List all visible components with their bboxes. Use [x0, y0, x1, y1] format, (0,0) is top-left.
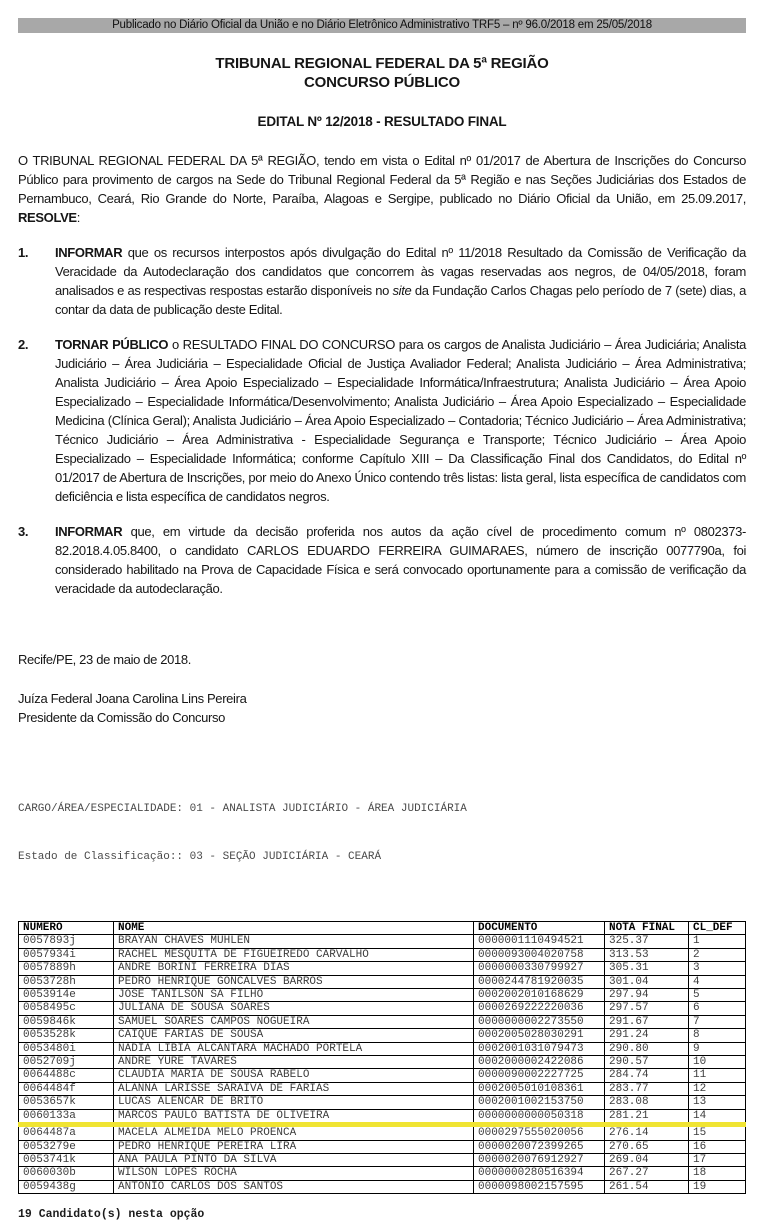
classification-line-1: CARGO/ÁREA/ESPECIALIDADE: 01 - ANALISTA JUDICIÁRIO - ÁREA JUDICIÁRIA: [18, 803, 467, 815]
table-row: [19, 1029, 746, 1042]
cell-numero: 0059846k: [19, 1015, 114, 1028]
cell-numero: 0060030b: [19, 1167, 114, 1180]
cell-cl-def: 11: [689, 1069, 746, 1082]
intro-resolve: RESOLVE: [18, 210, 77, 225]
title-line-2: CONCURSO PÚBLICO: [304, 74, 460, 91]
cell-documento: 0000020076912927: [474, 1153, 605, 1166]
table-row: [19, 1002, 746, 1015]
cell-nota-final: 283.08: [605, 1096, 689, 1109]
cell-documento: 0002005028030291: [474, 1029, 605, 1042]
cell-nota-final: 291.67: [605, 1015, 689, 1028]
cell-cl-def: 17: [689, 1153, 746, 1166]
cell-cl-def: 18: [689, 1167, 746, 1180]
cell-documento: 0000000280516394: [474, 1167, 605, 1180]
item-2-lead: TORNAR PÚBLICO: [55, 337, 169, 352]
cell-nota-final: 269.04: [605, 1153, 689, 1166]
cell-documento: 0000269222220036: [474, 1002, 605, 1015]
cell-numero: 0053914e: [19, 989, 114, 1002]
edital-subtitle: EDITAL Nº 12/2018 - RESULTADO FINAL: [257, 114, 507, 129]
item-2-number: 2.: [18, 337, 29, 352]
cell-cl-def: 16: [689, 1140, 746, 1153]
cell-documento: 0002005010108361: [474, 1082, 605, 1095]
table-row: [19, 975, 746, 988]
cell-numero: 0053741k: [19, 1153, 114, 1166]
cell-nota-final: 291.24: [605, 1029, 689, 1042]
cell-numero: 0060133a: [19, 1109, 114, 1124]
table-row: [19, 1069, 746, 1082]
cell-nota-final: 281.21: [605, 1109, 689, 1124]
header-cl-def: CL_DEF: [689, 922, 746, 935]
cell-numero: 0057934i: [19, 948, 114, 961]
table-row: [19, 935, 746, 948]
intro-colon: :: [76, 210, 80, 225]
cell-nome: ANTONIO CARLOS DOS SANTOS: [114, 1180, 474, 1193]
cell-documento: 0000297555020056: [474, 1125, 605, 1140]
cell-nota-final: 301.04: [605, 975, 689, 988]
cell-numero: 0052709j: [19, 1056, 114, 1069]
table-row: [19, 1056, 746, 1069]
header-nome: NOME: [114, 922, 474, 935]
cell-nota-final: 283.77: [605, 1082, 689, 1095]
cell-cl-def: 19: [689, 1180, 746, 1193]
cell-cl-def: 15: [689, 1125, 746, 1140]
cell-documento: 0000000000050318: [474, 1109, 605, 1124]
header-nota-final: NOTA FINAL: [605, 922, 689, 935]
cell-nome: WILSON LOPES ROCHA: [114, 1167, 474, 1180]
cell-cl-def: 8: [689, 1029, 746, 1042]
header-documento: DOCUMENTO: [474, 922, 605, 935]
cell-nota-final: 284.74: [605, 1069, 689, 1082]
item-1-body-a: que os recursos interpostos após divulgação do Edital nº 11/2018 Resultado da Comissão de Verificação da Veracidade da Autodeclaração dos candidatos que concorrem às vagas reservadas aos negros, de 04/05/2018, foram analisados e as respectivas respostas estarão disponíveis no: [55, 245, 746, 298]
cell-numero: 0064484f: [19, 1082, 114, 1095]
cell-cl-def: 9: [689, 1042, 746, 1055]
cell-nota-final: 290.57: [605, 1056, 689, 1069]
cell-documento: 0002002010168629: [474, 989, 605, 1002]
table-row: [19, 1153, 746, 1166]
publication-banner-text: Publicado no Diário Oficial da União e no Diário Eletrônico Administrativo TRF5 – nº 96.0/2018 em 25/05/2018: [112, 19, 652, 31]
item-2: [18, 335, 746, 506]
cell-documento: 0000020072399265: [474, 1140, 605, 1153]
results-table: [18, 921, 746, 1194]
cell-cl-def: 4: [689, 975, 746, 988]
item-2-text: [55, 335, 746, 506]
cell-cl-def: 12: [689, 1082, 746, 1095]
classification-header: [18, 769, 746, 897]
table-row: [19, 1180, 746, 1193]
cell-nome: NADIA LIBIA ALCANTARA MACHADO PORTELA: [114, 1042, 474, 1055]
cell-nota-final: 305.31: [605, 962, 689, 975]
cell-documento: 0000093004020758: [474, 948, 605, 961]
cell-nome: SAMUEL SOARES CAMPOS NOGUEIRA: [114, 1015, 474, 1028]
cell-cl-def: 14: [689, 1109, 746, 1124]
cell-documento: 0000244781920035: [474, 975, 605, 988]
title-line-1: TRIBUNAL REGIONAL FEDERAL DA 5ª REGIÃO: [215, 55, 549, 72]
table-row: [19, 1042, 746, 1055]
cell-numero: 0064487a: [19, 1125, 114, 1140]
item-1-body-b: da Fundação Carlos Chagas pelo período de 7 (sete) dias, a contar da data de publicação deste Edital.: [55, 283, 746, 317]
table-row: [19, 1082, 746, 1095]
table-row: [19, 1140, 746, 1153]
classification-line-2: Estado de Classificação:: 03 - SEÇÃO JUDICIÁRIA - CEARÁ: [18, 851, 382, 863]
item-1-lead: INFORMAR: [55, 245, 123, 260]
cell-nome: ANA PAULA PINTO DA SILVA: [114, 1153, 474, 1166]
cell-nome: PEDRO HENRIQUE PEREIRA LIRA: [114, 1140, 474, 1153]
cell-nota-final: 261.54: [605, 1180, 689, 1193]
document-title: [18, 54, 746, 92]
table-row: [19, 989, 746, 1002]
cell-documento: 0000090002227725: [474, 1069, 605, 1082]
header-numero: NÚMERO: [19, 922, 114, 935]
cell-cl-def: 2: [689, 948, 746, 961]
candidate-count-note: 19 Candidato(s) nesta opção: [18, 1208, 205, 1221]
cell-numero: 0053657k: [19, 1096, 114, 1109]
cell-nota-final: 297.94: [605, 989, 689, 1002]
item-3: [18, 522, 746, 598]
publication-banner: [18, 18, 746, 33]
cell-nome: ALANNA LARISSE SARAIVA DE FARIAS: [114, 1082, 474, 1095]
cell-cl-def: 3: [689, 962, 746, 975]
cell-nota-final: 313.53: [605, 948, 689, 961]
table-row: [19, 1096, 746, 1109]
item-3-text: [55, 522, 746, 598]
cell-nome: MARCOS PAULO BATISTA DE OLIVEIRA: [114, 1109, 474, 1124]
cell-documento: 0000000330799927: [474, 962, 605, 975]
cell-nota-final: 276.14: [605, 1125, 689, 1140]
table-row: [19, 1167, 746, 1180]
item-1: [18, 243, 746, 319]
intro-paragraph: [18, 151, 746, 227]
cell-nota-final: 270.65: [605, 1140, 689, 1153]
cell-nota-final: 267.27: [605, 1167, 689, 1180]
cell-nome: CLAUDIA MARIA DE SOUSA RABELO: [114, 1069, 474, 1082]
item-1-italic: site: [392, 283, 412, 298]
cell-nome: BRAYAN CHAVES MUHLEN: [114, 935, 474, 948]
signature-role: Presidente da Comissão do Concurso: [18, 710, 226, 725]
cell-nome: CAIQUE FARIAS DE SOUSA: [114, 1029, 474, 1042]
cell-documento: 0002001002153750: [474, 1096, 605, 1109]
cell-cl-def: 10: [689, 1056, 746, 1069]
item-3-number: 3.: [18, 524, 29, 539]
table-row: [19, 962, 746, 975]
cell-documento: 0002001031079473: [474, 1042, 605, 1055]
cell-numero: 0059438g: [19, 1180, 114, 1193]
cell-nota-final: 325.37: [605, 935, 689, 948]
results-table-header-row: [19, 922, 746, 935]
cell-numero: 0057893j: [19, 935, 114, 948]
cell-numero: 0064488c: [19, 1069, 114, 1082]
cell-numero: 0057889h: [19, 962, 114, 975]
cell-documento: 0000001110494521: [474, 935, 605, 948]
cell-nome: ANDRE YURE TAVARES: [114, 1056, 474, 1069]
cell-documento: 0002000002422086: [474, 1056, 605, 1069]
table-row: [19, 948, 746, 961]
cell-numero: 0053480i: [19, 1042, 114, 1055]
signature-block: [18, 689, 746, 727]
item-1-text: [55, 243, 746, 319]
cell-cl-def: 6: [689, 1002, 746, 1015]
signature-place-date: Recife/PE, 23 de maio de 2018.: [18, 652, 192, 667]
item-3-body-a: que, em virtude da decisão proferida nos autos da ação cível de procedimento comum nº 0802373-82.2018.4.05.8400, o candidato CARLOS EDUARDO FERREIRA GUIMARAES, número de inscrição 0077790a, foi considerado habilitado na Prova de Capacidade Física e será convocado oportunamente para a comissão de verificação da veracidade da autodeclaração.: [55, 524, 746, 596]
cell-numero: 0053728h: [19, 975, 114, 988]
cell-nota-final: 290.80: [605, 1042, 689, 1055]
cell-cl-def: 5: [689, 989, 746, 1002]
table-row: [19, 1125, 746, 1140]
cell-numero: 0053279e: [19, 1140, 114, 1153]
intro-text: O TRIBUNAL REGIONAL FEDERAL DA 5ª REGIÃO, tendo em vista o Edital nº 01/2017 de Abertura de Inscrições do Concurso Público para provimento de cargos na Sede do Tribunal Regional Federal da 5ª Região e nas Seções Judiciárias dos Estados de Pernambuco, Ceará, Rio Grande do Norte, Paraíba, Alagoas e Sergipe, publicado no Diário Oficial da União, em 25.09.2017,: [18, 153, 746, 206]
cell-nota-final: 297.57: [605, 1002, 689, 1015]
cell-nome: PEDRO HENRIQUE GONCALVES BARROS: [114, 975, 474, 988]
cell-numero: 0058495c: [19, 1002, 114, 1015]
cell-cl-def: 13: [689, 1096, 746, 1109]
cell-cl-def: 7: [689, 1015, 746, 1028]
item-3-lead: INFORMAR: [55, 524, 123, 539]
cell-nome: JOSE TANILSON SA FILHO: [114, 989, 474, 1002]
cell-documento: 0000098002157595: [474, 1180, 605, 1193]
cell-nome: LUCAS ALENCAR DE BRITO: [114, 1096, 474, 1109]
cell-nome: MACELA ALMEIDA MELO PROENCA: [114, 1125, 474, 1140]
item-2-body-a: o RESULTADO FINAL DO CONCURSO para os cargos de Analista Judiciário – Área Judiciária; Analista Judiciário – Área Judiciária – Especialidade Oficial de Justiça Avaliador Federal; Analista Judiciário – Área Administrativa; Analista Judiciário – Área Apoio Especializado – Especialidade Informática/Infraestrutura; Analista Judiciário – Área Apoio Especializado – Especialidade Informática/Desenvolvimento; Analista Judiciário – Área Apoio Especializado – Especialidade Medicina (Clínica Geral); Analista Judiciário – Área Apoio Especializado – Contadoria; Técnico Judiciário – Área Administrativa; Técnico Judiciário – Área Administrativa - Especialidade Segurança e Transporte; Técnico Judiciário – Área Apoio Especializado – Especialidade Informática; conforme Capítulo XIII – Da Classificação Final dos Candidatos, do Edital nº 01/2017 de Abertura de Inscrições, por meio do Anexo Único contendo três listas: lista geral, lista específica de candidatos com deficiência e lista específica de candidatos negros.: [55, 337, 746, 504]
cell-nome: JULIANA DE SOUSA SOARES: [114, 1002, 474, 1015]
cell-nome: RACHEL MESQUITA DE FIGUEIREDO CARVALHO: [114, 948, 474, 961]
signature-name: Juíza Federal Joana Carolina Lins Pereira: [18, 691, 247, 706]
cell-cl-def: 1: [689, 935, 746, 948]
table-row: [19, 1015, 746, 1028]
table-row: [19, 1109, 746, 1124]
document-page: [0, 18, 764, 1221]
item-1-number: 1.: [18, 245, 29, 260]
cell-numero: 0053528k: [19, 1029, 114, 1042]
cell-nome: ANDRE BORINI FERREIRA DIAS: [114, 962, 474, 975]
cell-documento: 0000000002273550: [474, 1015, 605, 1028]
